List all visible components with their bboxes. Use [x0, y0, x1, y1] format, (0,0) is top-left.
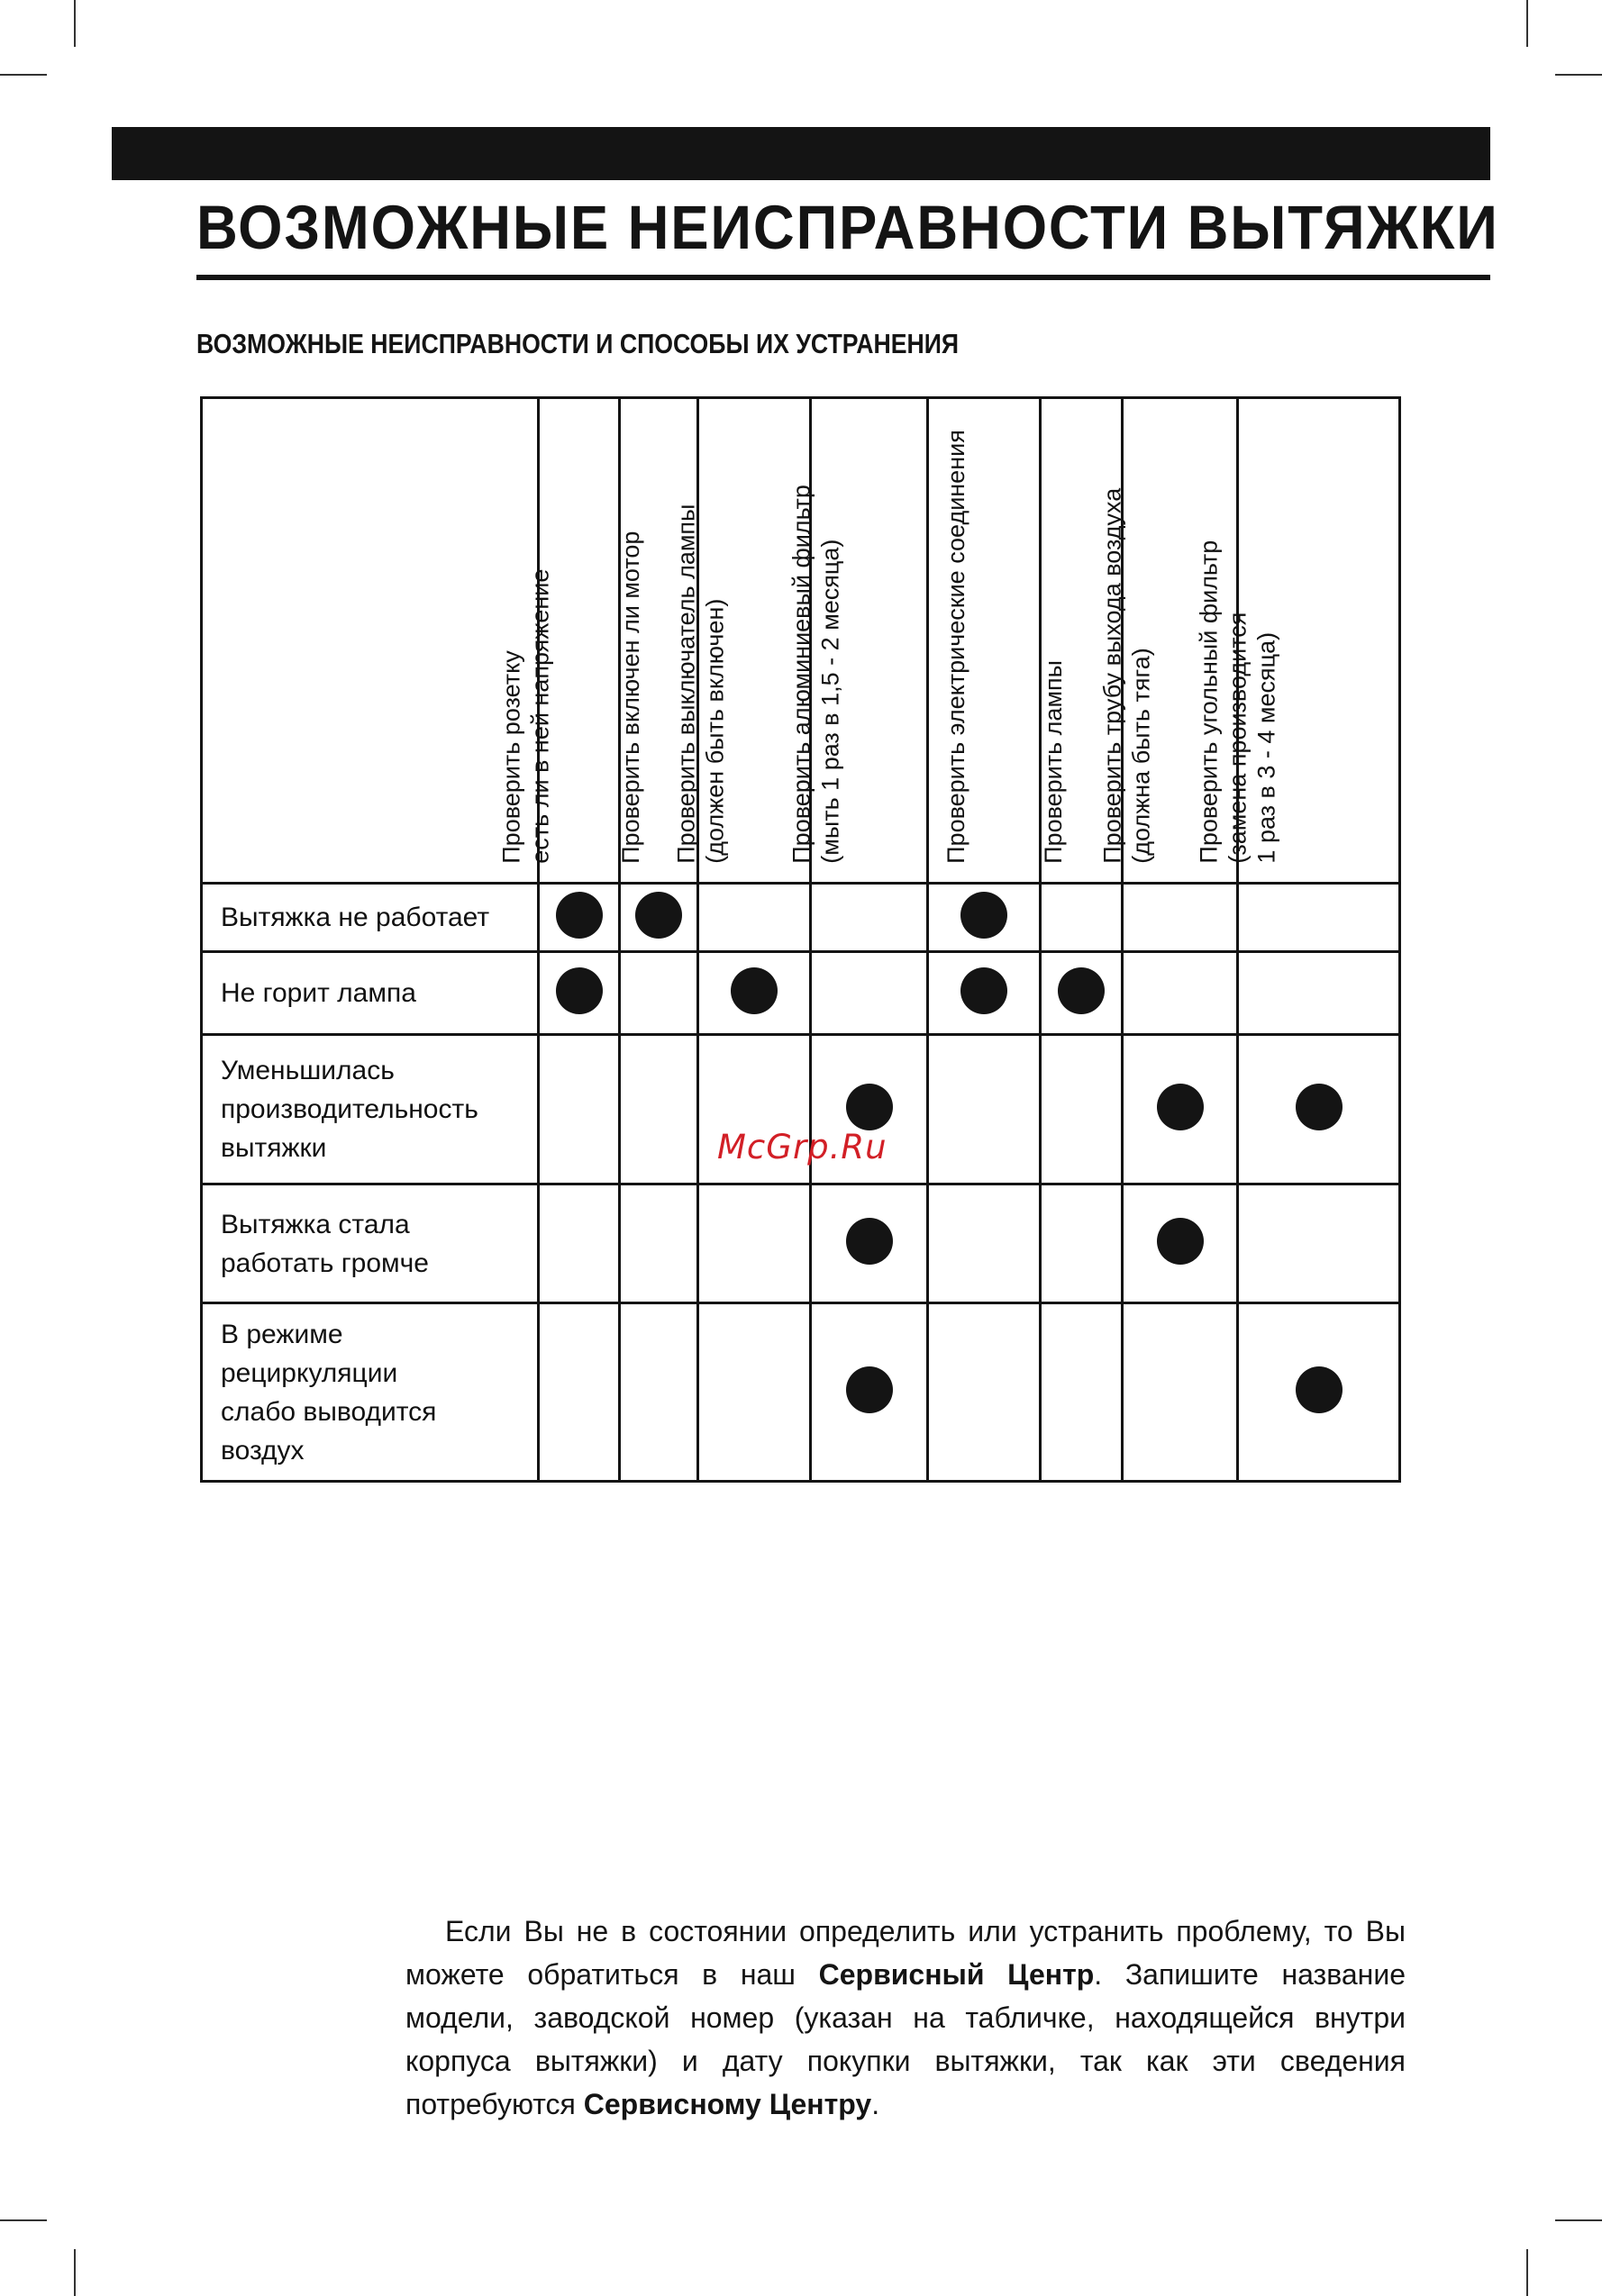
note-text: . Запишите название модели, заводской номер (указан на табличке, находящейся внутри корпуса вытяжки) и дату покупки вытяжки, так как эти сведения потребуются [405, 1958, 1406, 2120]
check-dot-icon [1157, 1218, 1204, 1265]
service-center-emphasis: Сервисный Центр [818, 1958, 1095, 1991]
table-row [202, 1184, 1400, 1303]
table-cell [1238, 1035, 1400, 1184]
table-cell [811, 1184, 928, 1303]
row-label-line: работать громче [221, 1248, 429, 1278]
watermark: McGrp.Ru [717, 1128, 887, 1166]
table-cell [811, 1303, 928, 1482]
table-cell [1123, 1184, 1238, 1303]
column-header-line: Проверить лампы [1040, 660, 1068, 864]
corner-cell [202, 398, 539, 884]
table-cell [620, 1184, 698, 1303]
table-cell [539, 952, 620, 1035]
check-dot-icon [1296, 1084, 1343, 1130]
table-cell [539, 1184, 620, 1303]
check-dot-icon [1296, 1366, 1343, 1413]
column-header-line: Проверить электрические соединения [942, 430, 970, 864]
table-cell [1123, 884, 1238, 952]
note-text: . [871, 2088, 880, 2120]
check-dot-icon [1058, 967, 1105, 1014]
table-cell [620, 1035, 698, 1184]
crop-mark [0, 2219, 47, 2221]
row-label-line: В режиме [221, 1319, 343, 1349]
note-text: Если Вы не в состоянии определить или устранить проблему, то Вы можете обратиться в наш [405, 1915, 1406, 1991]
column-header-line: Проверить алюминиевый фильтр [787, 485, 815, 864]
header-bar [112, 127, 1490, 180]
check-dot-icon [846, 1218, 893, 1265]
table-cell [928, 952, 1041, 1035]
check-dot-icon [556, 967, 603, 1014]
row-label-line: Уменьшилась [221, 1056, 395, 1085]
table-cell [1041, 1184, 1123, 1303]
check-dot-icon [731, 967, 778, 1014]
column-header-line: Проверить выключатель лампы [672, 504, 700, 864]
row-label [202, 1303, 539, 1482]
check-dot-icon [846, 1084, 893, 1130]
crop-mark [0, 74, 47, 76]
column-header-line: Проверить угольный фильтр [1194, 540, 1222, 864]
table-cell [539, 884, 620, 952]
table-row [202, 884, 1400, 952]
table-cell [539, 1035, 620, 1184]
column-header [928, 398, 1041, 884]
row-label [202, 1035, 539, 1184]
crop-mark [74, 0, 76, 47]
troubleshooting-table [200, 396, 1401, 1483]
row-label [202, 884, 539, 952]
column-header-line: Проверить трубу выхода воздуха [1097, 488, 1125, 864]
header-row [202, 398, 1400, 884]
table-cell [1238, 1184, 1400, 1303]
row-label-line: воздух [221, 1435, 305, 1466]
table-row [202, 952, 1400, 1035]
check-dot-icon [635, 892, 682, 939]
service-center-emphasis: Сервисному Центру [583, 2088, 872, 2120]
table-cell [1041, 1035, 1123, 1184]
table-cell [1041, 884, 1123, 952]
table-cell [1238, 1303, 1400, 1482]
table-cell [539, 1303, 620, 1482]
table-cell [928, 1184, 1041, 1303]
section-subtitle: ВОЗМОЖНЫЕ НЕИСПРАВНОСТИ И СПОСОБЫ ИХ УСТРАНЕНИЯ [196, 328, 960, 359]
check-dot-icon [960, 967, 1007, 1014]
service-note [405, 1910, 1406, 2126]
table-cell [698, 1184, 811, 1303]
column-header-line: 1 раз в 3 - 4 месяца) [1252, 632, 1279, 864]
row-label-line: Вытяжка не работает [221, 903, 490, 932]
title-underline [196, 275, 1490, 280]
table-cell [1123, 1303, 1238, 1482]
column-header-line: Проверить розетку [496, 650, 524, 864]
column-header [787, 398, 928, 884]
table-cell [811, 884, 928, 952]
table-cell [928, 884, 1041, 952]
table-cell [620, 884, 698, 952]
check-dot-icon [556, 892, 603, 939]
row-label-line: Вытяжка стала [221, 1209, 410, 1239]
column-header-line: (мыть 1 раз в 1,5 - 2 месяца) [815, 539, 843, 864]
table-cell [1123, 952, 1238, 1035]
page-title: ВОЗМОЖНЫЕ НЕИСПРАВНОСТИ ВЫТЯЖКИ [196, 193, 1499, 262]
crop-mark [1526, 0, 1528, 47]
column-header-line: (должен быть включен) [701, 598, 729, 864]
check-dot-icon [846, 1366, 893, 1413]
table-cell [1238, 952, 1400, 1035]
table-cell [698, 1303, 811, 1482]
row-label-line: производительность [221, 1094, 478, 1124]
column-header-line: (должна быть тяга) [1126, 648, 1154, 864]
column-header [496, 398, 620, 884]
table-row [202, 1303, 1400, 1482]
crop-mark [1555, 74, 1602, 76]
crop-mark [74, 2249, 76, 2296]
table-cell [928, 1303, 1041, 1482]
row-label-line: слабо выводится [221, 1396, 437, 1427]
row-label-line: Не горит лампа [221, 978, 416, 1008]
table-cell [1238, 884, 1400, 952]
table-cell [811, 952, 928, 1035]
column-header-line: есть ли в ней напряжение [525, 568, 553, 864]
column-header-line: (замена производится [1223, 613, 1251, 864]
crop-mark [1526, 2249, 1528, 2296]
table-cell [698, 952, 811, 1035]
table-cell [928, 1035, 1041, 1184]
table-cell [1123, 1035, 1238, 1184]
crop-mark [1555, 2219, 1602, 2221]
row-label [202, 1184, 539, 1303]
column-header [1194, 398, 1400, 884]
column-header-line: Проверить включен ли мотор [617, 531, 645, 864]
table-cell [1041, 1303, 1123, 1482]
check-dot-icon [1157, 1084, 1204, 1130]
row-label-line: рециркуляции [221, 1357, 398, 1388]
table-cell [698, 884, 811, 952]
row-label-line: вытяжки [221, 1133, 327, 1163]
table-cell [1041, 952, 1123, 1035]
check-dot-icon [960, 892, 1007, 939]
table-cell [620, 952, 698, 1035]
table-cell [620, 1303, 698, 1482]
row-label [202, 952, 539, 1035]
